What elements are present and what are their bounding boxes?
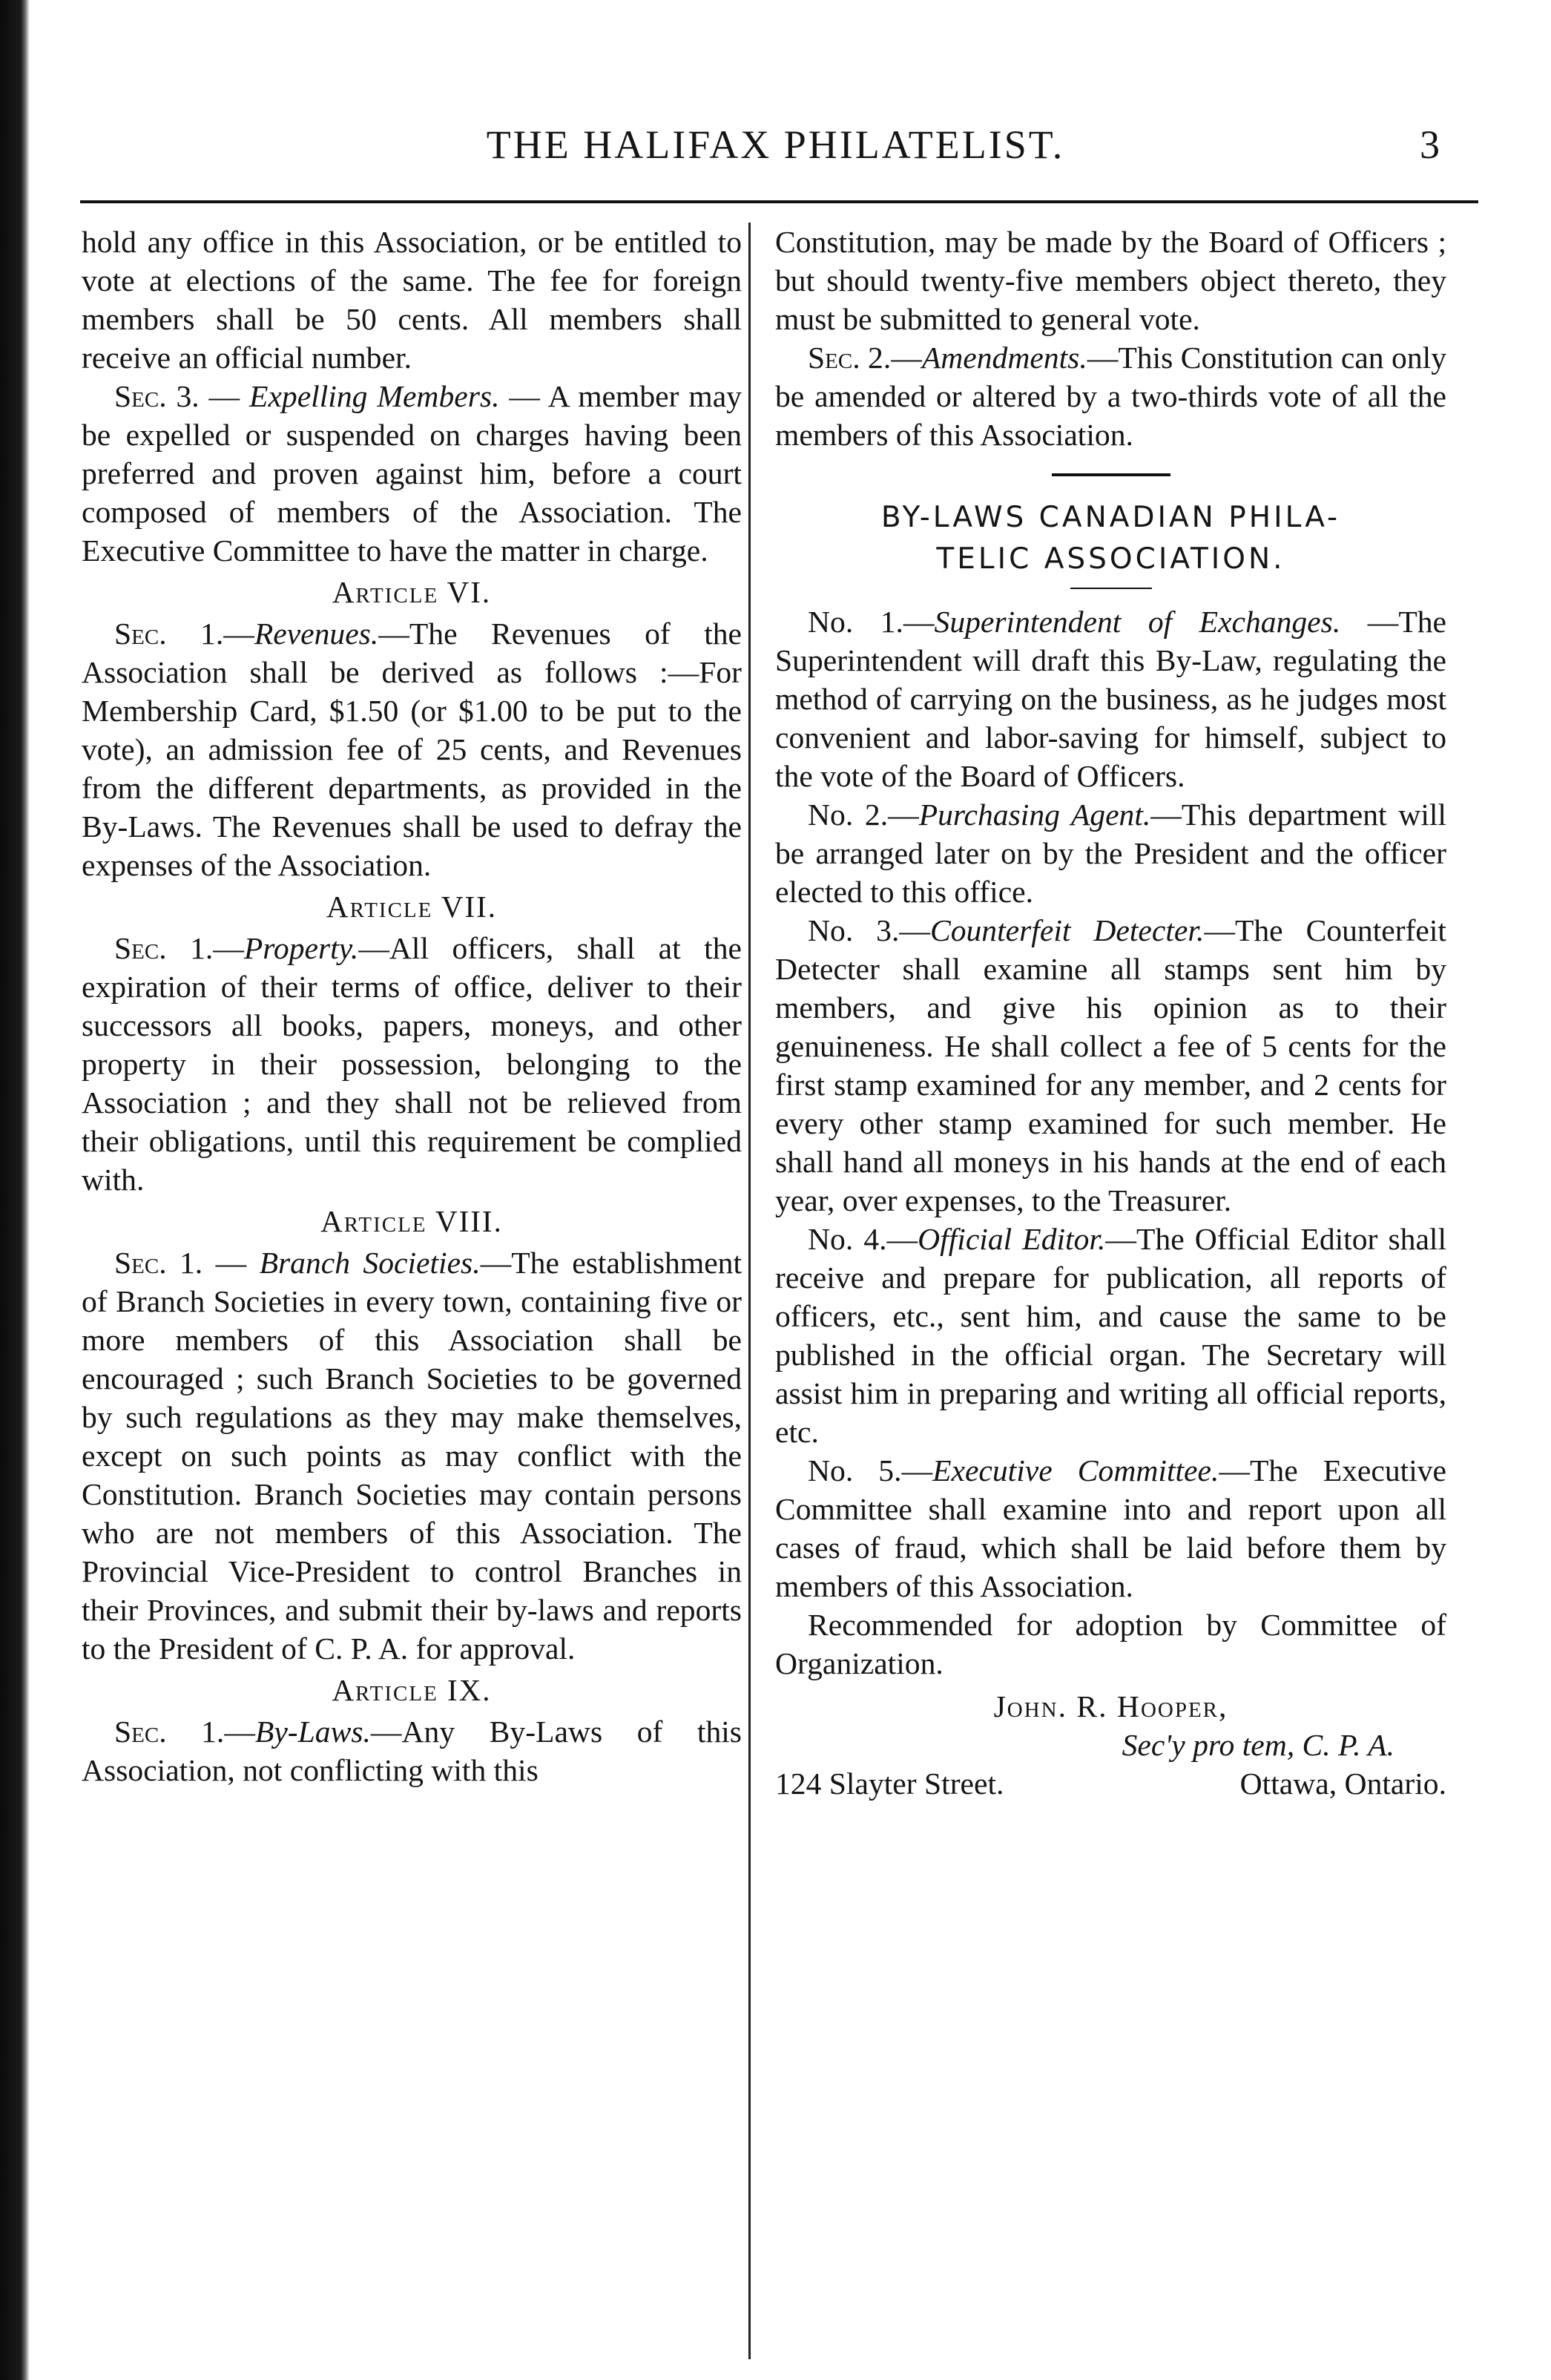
section-label: Sec. 1. [114,1715,225,1749]
bylaw-no2: No. 2.—Purchasing Agent.—This department will be arranged later on by the President and the officer elected to this office. [775,798,1446,909]
bylaw-no5: No. 5.—Executive Committee.—The Executive Committee shall examine into and report upon all cases of fraud, which shall be laid before them by members of this Association. [775,1453,1447,1603]
section-body: All officers, shall at the expiration of their terms of office, deliver to their successors all books, papers, moneys, and other property in their possession, belonging to the Association ; and they shall not be relieved from their obligations, until this requirement be complied with. [82,931,742,1197]
bylaw-no1: No. 1.—Superintendent of Exchanges. —The Superintendent will draft this By-Law, regulating the method of carrying on the business, as he judges most convenient and labor-saving for himself, subject to the vote of the Board of Officers. [775,605,1446,793]
signature-title: Sec'y pro tem, C. P. A. [1122,1728,1394,1762]
section-title: Amendments. [921,341,1087,375]
bylaw-label: No. 4. [808,1222,887,1256]
article-heading: Article IX. [332,1673,492,1707]
article9-section2: Sec. 2.—Amendments.—This Constitution can only be amended or altered by a two-thirds vote of all the members of this Association. [775,341,1446,452]
right-column [775,223,1446,1803]
recommendation: Recommended for adoption by Committee of Organization. [775,1608,1446,1680]
bylaw-no4: No. 4.—Official Editor.—The Official Editor shall receive and prepare for publication, all reports of officers, etc., sent him, and cause the same to be published in the official organ. The Secretary will assist him in preparing and writing all official reports, etc. [775,1222,1447,1449]
bylaw-body: The Official Editor shall receive and prepare for publication, all reports of officers, etc., sent him, and cause the same to be published in the official organ. The Secretary will assist him in preparing and writing all official reports, etc. [775,1222,1447,1449]
bylaw-label: No. 2. [808,798,889,832]
bylaws-title-line: BY-LAWS CANADIAN PHILA- [880,501,1341,534]
section-label: Sec. 3. [114,379,200,413]
page-number: 3 [1420,122,1440,167]
address-street: 124 Slayter Street. [775,1766,1004,1801]
article-heading: Article VI. [332,575,492,609]
bylaw-body: This department will be arranged later on by the President and the officer elected to this office. [775,798,1446,909]
bylaw-title: Superintendent of Exchanges. [934,605,1341,639]
article8-section1: Sec. 1. — Branch Societies.—The establishment of Branch Societies in every town, containing five or more members of this Association shall be encouraged ; such Branch Societies to be governed by such regulations as they may make themselves, except on such points as may conflict with the Constitution. Branch Societies may contain persons who are not members of this Association. The Provincial Vice-President to control Branches in their Provinces, and submit their by-laws and reports to the President of C. P. A. for approval. [82,1246,742,1666]
bylaw-no3: No. 3.—Counterfeit Detecter.—The Counterfeit Detecter shall examine all stamps sent him by members, and give his opinion as to their genuineness. He shall collect a fee of 5 cents for the first stamp examined for any member, and 2 cents for every other stamp examined for such member. He shall hand all moneys in his hands at the end of each year, over expenses, to the Treasurer. [775,913,1446,1217]
bylaw-title: Counterfeit Detecter. [929,913,1205,947]
left-column [82,223,742,1789]
signature-name: John. R. Hooper, [993,1689,1228,1723]
page-header [74,119,1477,178]
section-body: The Revenues of the Association shall be derived as follows :—For Membership Card, $1.50 (or $1.00 to be put to the vote), an admission fee of 25 cents, and Revenues from the different departments, as provided in the By-Laws. The Revenues shall be used to defray the expenses of the Association. [82,617,742,882]
article7-section1: Sec. 1.—Property.—All officers, shall at the expiration of their terms of office, deliver to their successors all books, papers, moneys, and other property in their possession, belonging to the Association ; and they shall not be relieved from their obligations, until this requirement be complied with. [82,931,742,1197]
column-divider [748,223,751,2359]
article6-section1: Sec. 1.—Revenues.—The Revenues of the Association shall be derived as follows :—For Membership Card, $1.50 (or $1.00 to be put to the vote), an admission fee of 25 cents, and Revenues from the different departments, as provided in the By-Laws. The Revenues shall be used to defray the expenses of the Association. [82,617,742,882]
scan-edge-shadow [0,0,30,2380]
article-heading: Article VII. [326,890,498,924]
section-title: Expelling Members. [249,379,500,413]
section-body: This Constitution can only be amended or altered by a two-thirds vote of all the members of this Association. [775,341,1446,452]
title-rule [1070,588,1152,589]
paragraph-constitution-continued: Constitution, may be made by the Board of Officers ; but should twenty-five members object thereto, they must be submitted to general vote. [775,225,1446,336]
bylaw-label: No. 1. [808,605,903,639]
address-city: Ottawa, Ontario. [1239,1766,1446,1801]
bylaw-body: The Executive Committee shall examine into and report upon all cases of fraud, which shall be laid before them by members of this Association. [775,1453,1447,1603]
journal-title: THE HALIFAX PHILATELIST. [486,122,1065,167]
bylaw-body: The Superintendent will draft this By-Law, regulating the method of carrying on the business, as he judges most convenient and labor-saving for himself, subject to the vote of the Board of Officers. [775,605,1446,793]
section-title: By-Laws. [254,1715,371,1749]
bylaw-label: No. 5. [808,1453,902,1488]
bylaws-title [775,497,1446,580]
article-heading: Article VIII. [320,1204,503,1238]
bylaw-title: Executive Committee. [932,1453,1219,1488]
article5-section3: Sec. 3. — Expelling Members. — A member may be expelled or suspended on charges having been preferred and proven against him, before a court composed of members of the Association. The Executive Committee to have the matter in charge. [82,379,742,568]
signature-address [775,1764,1446,1803]
section-label: Sec. 1. [114,931,214,965]
section-body: The establishment of Branch Societies in every town, containing five or more members of this Association shall be encouraged ; such Branch Societies to be governed by such regulations as they may make themselves, except on such points as may conflict with the Constitution. Branch Societies may contain persons who are not members of this Association. The Provincial Vice-President to control Branches in their Provinces, and submit their by-laws and reports to the President of C. P. A. for approval. [82,1246,742,1666]
bylaw-label: No. 3. [808,913,900,947]
header-rule [80,200,1478,203]
section-label: Sec. 1. [114,617,224,651]
bylaw-title: Official Editor. [918,1222,1106,1256]
section-body: A member may be expelled or suspended on charges having been preferred and proven against him, before a court composed of members of the Association. The Executive Committee to have the matter in charge. [82,379,742,568]
section-rule [1052,473,1170,476]
bylaws-title-line: TELIC ASSOCIATION. [936,542,1285,576]
bylaw-title: Purchasing Agent. [918,798,1151,832]
section-title: Property. [243,931,359,965]
paragraph-membership-fee: hold any office in this Association, or be entitled to vote at elections of the same. The fee for foreign members shall be 50 cents. All members shall receive an official number. [82,225,742,375]
section-title: Branch Societies. [259,1246,481,1280]
section-label: Sec. 1. [114,1246,203,1280]
article9-section1: Sec. 1.—By-Laws.—Any By-Laws of this Association, not conflicting with this [82,1715,742,1787]
section-label: Sec. 2. [808,341,892,375]
section-body: Any By-Laws of this Association, not conflicting with this [82,1715,742,1787]
section-title: Revenues. [254,617,379,651]
bylaw-body: The Counterfeit Detecter shall examine all stamps sent him by members, and give his opinion as to their genuineness. He shall collect a fee of 5 cents for the first stamp examined for any member, and 2 cents for every other stamp examined for such member. He shall hand all moneys in his hands at the end of each year, over expenses, to the Treasurer. [775,913,1446,1217]
